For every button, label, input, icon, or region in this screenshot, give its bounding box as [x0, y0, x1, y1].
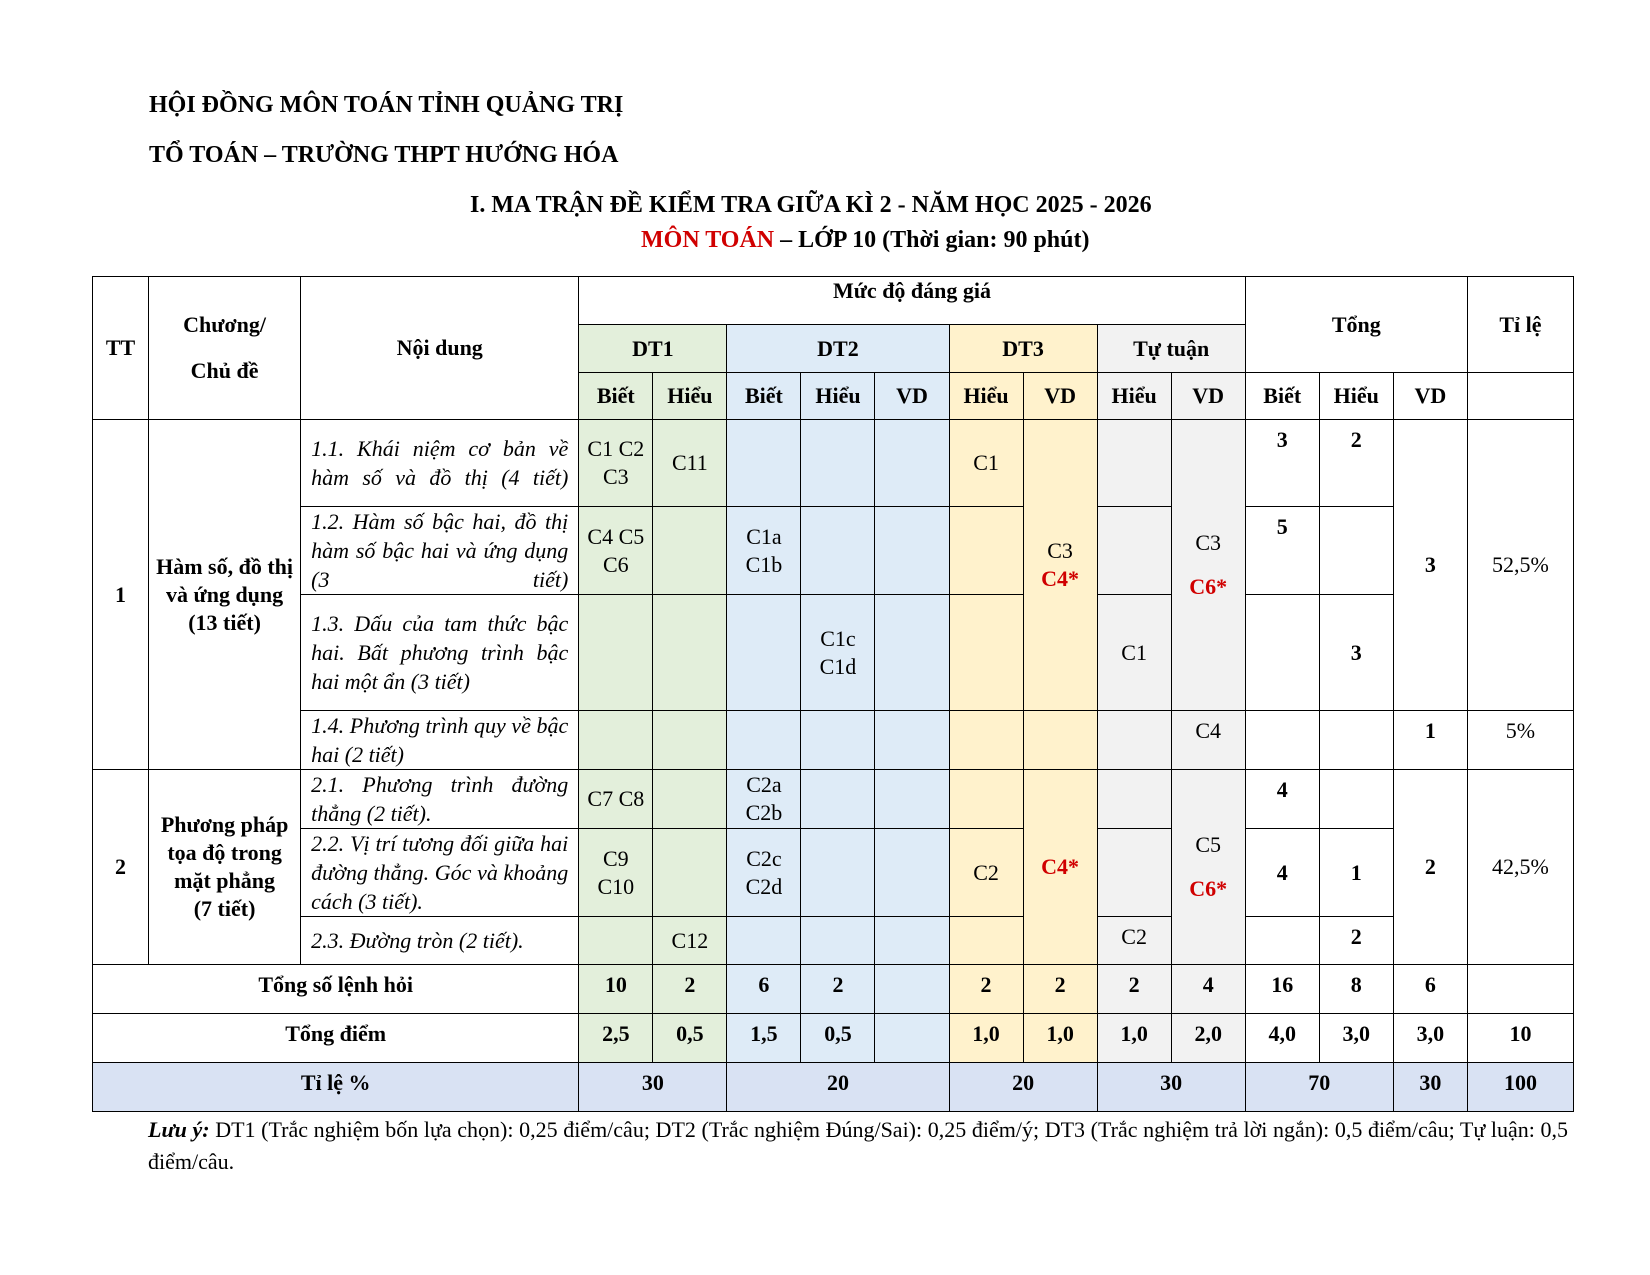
sub-dt3-hieu: Hiểu	[949, 373, 1023, 420]
table-row	[93, 917, 1574, 965]
chapter-2-tiet: (7 tiết)	[193, 896, 256, 921]
ch2-tl-vd-a: C5	[1195, 832, 1222, 857]
col-tong: Tổng	[1245, 277, 1467, 373]
chapter-2-title: Phương pháp tọa độ trong mặt phẳng	[160, 812, 289, 893]
cell	[1245, 595, 1319, 711]
chapter-1-name	[149, 420, 301, 770]
cell	[801, 420, 875, 507]
table-row	[93, 770, 1574, 829]
sub-dt1-biet: Biết	[579, 373, 653, 420]
cell: C11	[653, 420, 727, 507]
cell: 4,0	[1245, 1014, 1319, 1063]
cell	[949, 770, 1023, 829]
cell	[579, 595, 653, 711]
chapter-2-name	[149, 770, 301, 965]
cell: 10	[1467, 1014, 1573, 1063]
footnote-text: DT1 (Trắc nghiệm bốn lựa chọn): 0,25 điểm/câu; DT2 (Trắc nghiệm Đúng/Sai): 0,25 điểm/ý; DT3 (Trắc nghiệm trả lời ngắn): 0,5 điểm/câu; Tự luận: 0,5 điểm/câu.	[148, 1117, 1568, 1174]
cell: C1c C1d	[801, 595, 875, 711]
cell: 3	[1245, 420, 1319, 507]
footnote-label: Lưu ý:	[148, 1117, 210, 1142]
cell	[1023, 711, 1097, 770]
cell: C2	[949, 829, 1023, 917]
cell	[875, 1014, 949, 1063]
cell	[653, 711, 727, 770]
content-1-3: 1.3. Dấu của tam thức bậc hai. Bất phương trình bậc hai một ẩn (3 tiết)	[301, 595, 579, 711]
cell	[875, 420, 949, 507]
cell	[1467, 965, 1573, 1014]
page-title: I. MA TRẬN ĐỀ KIỂM TRA GIỮA KÌ 2 - NĂM HỌC 2025 - 2026	[470, 192, 1152, 218]
cell: C1a C1b	[727, 507, 801, 595]
cell	[875, 595, 949, 711]
cell: 3	[1319, 595, 1393, 711]
cell: C4 C5 C6	[579, 507, 653, 595]
cell	[801, 711, 875, 770]
sub-tl-vd: VD	[1171, 373, 1245, 420]
cell: C1	[1097, 595, 1171, 711]
cell: 30	[1393, 1063, 1467, 1112]
cell: 2	[1319, 420, 1393, 507]
cell: 4	[1171, 965, 1245, 1014]
cell: C2a C2b	[727, 770, 801, 829]
cell: 2	[801, 965, 875, 1014]
total-points-label: Tổng điểm	[93, 1014, 579, 1063]
cell: 1,0	[1023, 1014, 1097, 1063]
cell: 5	[1245, 507, 1319, 595]
cell	[1319, 711, 1393, 770]
cell: 5%	[1467, 711, 1573, 770]
ch2-tong-vd: 2	[1393, 770, 1467, 965]
chapter-1-title: Hàm số, đồ thị và ứng dụng	[156, 553, 294, 607]
cell	[801, 507, 875, 595]
col-chuong-line2: Chủ đề	[190, 358, 259, 383]
cell	[949, 507, 1023, 595]
cell	[1097, 829, 1171, 917]
cell	[1245, 917, 1319, 965]
col-chuong	[149, 277, 301, 420]
sub-tong-biet: Biết	[1245, 373, 1319, 420]
content-2-3: 2.3. Đường tròn (2 tiết).	[301, 917, 579, 965]
cell: 10	[579, 965, 653, 1014]
group-dt3: DT3	[949, 325, 1097, 373]
ch1-tl-vd-b: C6*	[1189, 574, 1228, 599]
cell: 100	[1467, 1063, 1573, 1112]
ch1-dt3-vd-b: C4*	[1041, 566, 1080, 591]
cell	[1319, 770, 1393, 829]
col-noi-dung: Nội dung	[301, 277, 579, 420]
ch1-ti-le: 52,5%	[1467, 420, 1573, 711]
ch1-dt3-vd	[1023, 420, 1097, 711]
subject-name: MÔN TOÁN	[641, 227, 775, 253]
cell	[653, 507, 727, 595]
chapter-1-tiet: (13 tiết)	[188, 609, 261, 635]
sub-ti-le-empty	[1467, 373, 1573, 420]
cell: 4	[1245, 770, 1319, 829]
ch2-ti-le: 42,5%	[1467, 770, 1573, 965]
ch1-tl-vd	[1171, 420, 1245, 711]
cell: 2	[1319, 917, 1393, 965]
content-2-2: 2.2. Vị trí tương đối giữa hai đường thẳng. Góc và khoảng cách (3 tiết).	[301, 829, 579, 917]
cell: 1,0	[1097, 1014, 1171, 1063]
cell: C4	[1171, 711, 1245, 770]
cell: 2	[653, 965, 727, 1014]
cell	[579, 917, 653, 965]
cell: 1	[1319, 829, 1393, 917]
cell: 16	[1245, 965, 1319, 1014]
page-subtitle	[0, 227, 1650, 254]
header-line-1: HỘI ĐỒNG MÔN TOÁN TỈNH QUẢNG TRỊ	[149, 92, 624, 118]
total-points-row	[93, 1014, 1574, 1063]
class-time: – LỚP 10 (Thời gian: 90 phút)	[774, 227, 1090, 253]
cell: 0,5	[801, 1014, 875, 1063]
col-ti-le: Tỉ lệ	[1467, 277, 1573, 373]
cell	[949, 595, 1023, 711]
content-1-2: 1.2. Hàm số bậc hai, đồ thị hàm số bậc hai và ứng dụng (3 tiết)	[301, 507, 579, 595]
cell: C12	[653, 917, 727, 965]
total-questions-row	[93, 965, 1574, 1014]
table-row	[93, 595, 1574, 711]
table-row	[93, 711, 1574, 770]
cell	[727, 420, 801, 507]
cell: 2	[1097, 965, 1171, 1014]
cell: 1	[1393, 711, 1467, 770]
cell	[653, 595, 727, 711]
sub-dt1-hieu: Hiểu	[653, 373, 727, 420]
sub-tong-hieu: Hiểu	[1319, 373, 1393, 420]
cell: C1 C2 C3	[579, 420, 653, 507]
cell	[653, 829, 727, 917]
cell	[949, 917, 1023, 965]
col-tt: TT	[93, 277, 149, 420]
cell	[875, 770, 949, 829]
cell	[875, 711, 949, 770]
cell: 2,0	[1171, 1014, 1245, 1063]
cell	[875, 829, 949, 917]
total-questions-label: Tổng số lệnh hỏi	[93, 965, 579, 1014]
cell: 2	[1023, 965, 1097, 1014]
sub-tong-vd: VD	[1393, 373, 1467, 420]
cell	[653, 770, 727, 829]
group-tu-luan: Tự tuận	[1097, 325, 1245, 373]
cell	[875, 917, 949, 965]
footnote	[148, 1114, 1568, 1178]
sub-dt3-vd: VD	[1023, 373, 1097, 420]
cell	[727, 595, 801, 711]
cell: C2	[1097, 917, 1171, 965]
group-dt2: DT2	[727, 325, 949, 373]
col-chuong-line1: Chương/	[183, 312, 266, 337]
sub-dt2-vd: VD	[875, 373, 949, 420]
cell	[1097, 507, 1171, 595]
cell	[1245, 711, 1319, 770]
cell	[579, 711, 653, 770]
cell: C2c C2d	[727, 829, 801, 917]
cell	[1097, 420, 1171, 507]
exam-matrix-table	[92, 276, 1574, 1112]
sub-dt2-hieu: Hiểu	[801, 373, 875, 420]
header-line-2: TỔ TOÁN – TRƯỜNG THPT HƯỚNG HÓA	[149, 142, 619, 168]
ch1-tl-vd-a: C3	[1195, 530, 1222, 555]
cell	[727, 917, 801, 965]
cell: 2,5	[579, 1014, 653, 1063]
table-row	[93, 829, 1574, 917]
group-dt1: DT1	[579, 325, 727, 373]
cell: 6	[727, 965, 801, 1014]
header-row-1	[93, 277, 1574, 325]
cell: 1,5	[727, 1014, 801, 1063]
cell	[1319, 507, 1393, 595]
content-1-4: 1.4. Phương trình quy về bậc hai (2 tiết)	[301, 711, 579, 770]
table-row	[93, 507, 1574, 595]
ch2-tl-vd-b: C6*	[1189, 876, 1228, 901]
table-row	[93, 420, 1574, 507]
col-muc-do: Mức độ đáng giá	[579, 277, 1245, 325]
ch1-tong-vd: 3	[1393, 420, 1467, 711]
cell	[1097, 770, 1171, 829]
percent-label: Tỉ lệ %	[93, 1063, 579, 1112]
cell: 30	[579, 1063, 727, 1112]
cell: 1,0	[949, 1014, 1023, 1063]
cell	[875, 965, 949, 1014]
cell: 3,0	[1319, 1014, 1393, 1063]
cell: 3,0	[1393, 1014, 1467, 1063]
cell: 20	[949, 1063, 1097, 1112]
cell	[801, 917, 875, 965]
cell: 70	[1245, 1063, 1393, 1112]
cell: 20	[727, 1063, 949, 1112]
cell: C1	[949, 420, 1023, 507]
cell	[1097, 711, 1171, 770]
cell: 0,5	[653, 1014, 727, 1063]
cell: 6	[1393, 965, 1467, 1014]
cell: C7 C8	[579, 770, 653, 829]
cell	[875, 507, 949, 595]
content-2-1: 2.1. Phương trình đường thẳng (2 tiết).	[301, 770, 579, 829]
cell	[727, 711, 801, 770]
sub-tl-hieu: Hiểu	[1097, 373, 1171, 420]
cell	[801, 829, 875, 917]
cell: 8	[1319, 965, 1393, 1014]
cell: 4	[1245, 829, 1319, 917]
ch2-dt3-vd: C4*	[1023, 770, 1097, 965]
percent-row	[93, 1063, 1574, 1112]
content-1-1: 1.1. Khái niệm cơ bản về hàm số và đồ thị (4 tiết)	[301, 420, 579, 507]
ch1-dt3-vd-a: C3	[1047, 538, 1073, 563]
sub-dt2-biet: Biết	[727, 373, 801, 420]
cell: C9 C10	[579, 829, 653, 917]
chapter-2-tt: 2	[93, 770, 149, 965]
chapter-1-tt: 1	[93, 420, 149, 770]
ch2-tl-vd	[1171, 770, 1245, 965]
cell: 2	[949, 965, 1023, 1014]
cell	[949, 711, 1023, 770]
cell	[801, 770, 875, 829]
cell: 30	[1097, 1063, 1245, 1112]
